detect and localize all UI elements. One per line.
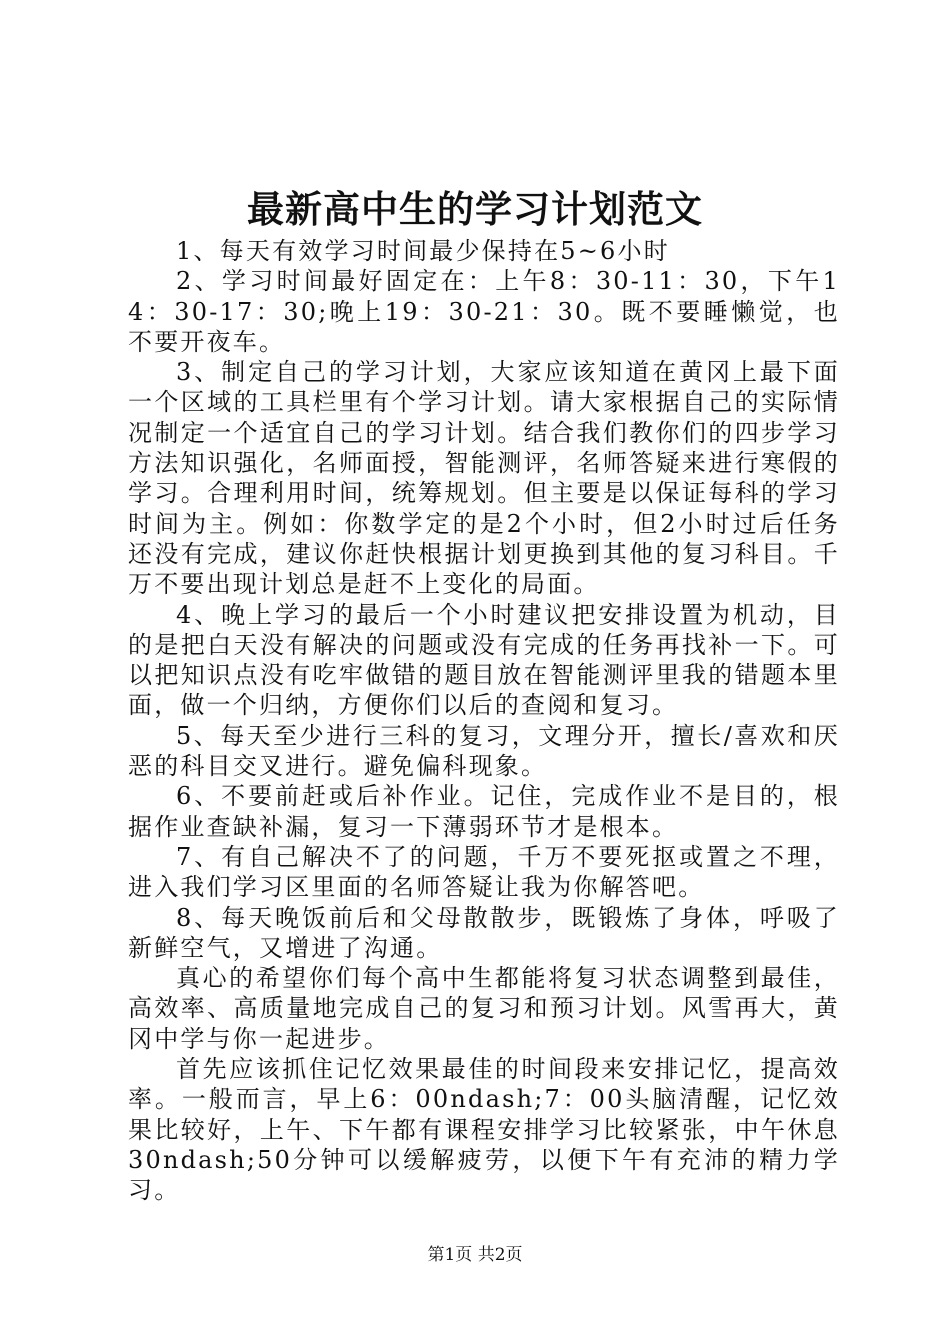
paragraph-6: 6、不要前赶或后补作业。记住，完成作业不是目的，根据作业查缺补漏，复习一下薄弱环节才是根本。 xyxy=(128,782,840,841)
paragraph-5: 5、每天至少进行三科的复习，文理分开，擅长/喜欢和厌恶的科目交叉进行。避免偏科现象。 xyxy=(128,721,840,781)
document-body xyxy=(128,236,840,1206)
document-title: 最新高中生的学习计划范文 xyxy=(247,187,703,231)
paragraph-8: 8、每天晚饭前后和父母散散步，既锻炼了身体，呼吸了新鲜空气，又增进了沟通。 xyxy=(128,903,840,962)
paragraph-2: 2、学习时间最好固定在：上午8：30-11：30，下午14：30-17：30;晚上19：30-21：30。既不要睡懒觉，也不要开夜车。 xyxy=(128,267,840,356)
paragraph-10: 首先应该抓住记忆效果最佳的时间段来安排记忆，提高效率。一般而言，早上6：00ndash;7：00头脑清醒，记忆效果比较好，上午、下午都有课程安排学习比较紧张，中午休息30ndash;50分钟可以缓解疲劳，以便下午有充沛的精力学习。 xyxy=(128,1055,840,1205)
paragraph-1: 1、每天有效学习时间最少保持在5~6小时 xyxy=(176,237,670,265)
paragraph-4: 4、晚上学习的最后一个小时建议把安排设置为机动，目的是把白天没有解决的问题或没有完成的任务再找补一下。可以把知识点没有吃牢做错的题目放在智能测评里我的错题本里面，做一个归纳，方便你们以后的查阅和复习。 xyxy=(128,600,840,720)
paragraph-7: 7、有自己解决不了的问题，千万不要死抠或置之不理，进入我们学习区里面的名师答疑让我为你解答吧。 xyxy=(128,842,840,902)
paragraph-9: 真心的希望你们每个高中生都能将复习状态调整到最佳，高效率、高质量地完成自己的复习和预习计划。风雪再大，黄冈中学与你一起进步。 xyxy=(128,964,840,1053)
page-footer: 第1页 共2页 xyxy=(427,1245,523,1265)
paragraph-3: 3、制定自己的学习计划，大家应该知道在黄冈上最下面一个区域的工具栏里有个学习计划。请大家根据自己的实际情况制定一个适宜自己的学习计划。结合我们教你们的四步学习方法知识强化，名师面授，智能测评，名师答疑来进行寒假的学习。合理利用时间，统筹规划。但主要是以保证每科的学习时间为主。例如：你数学定的是2个小时，但2小时过后任务还没有完成，建议你赶快根据计划更换到其他的复习科目。千万不要出现计划总是赶不上变化的局面。 xyxy=(128,358,840,599)
